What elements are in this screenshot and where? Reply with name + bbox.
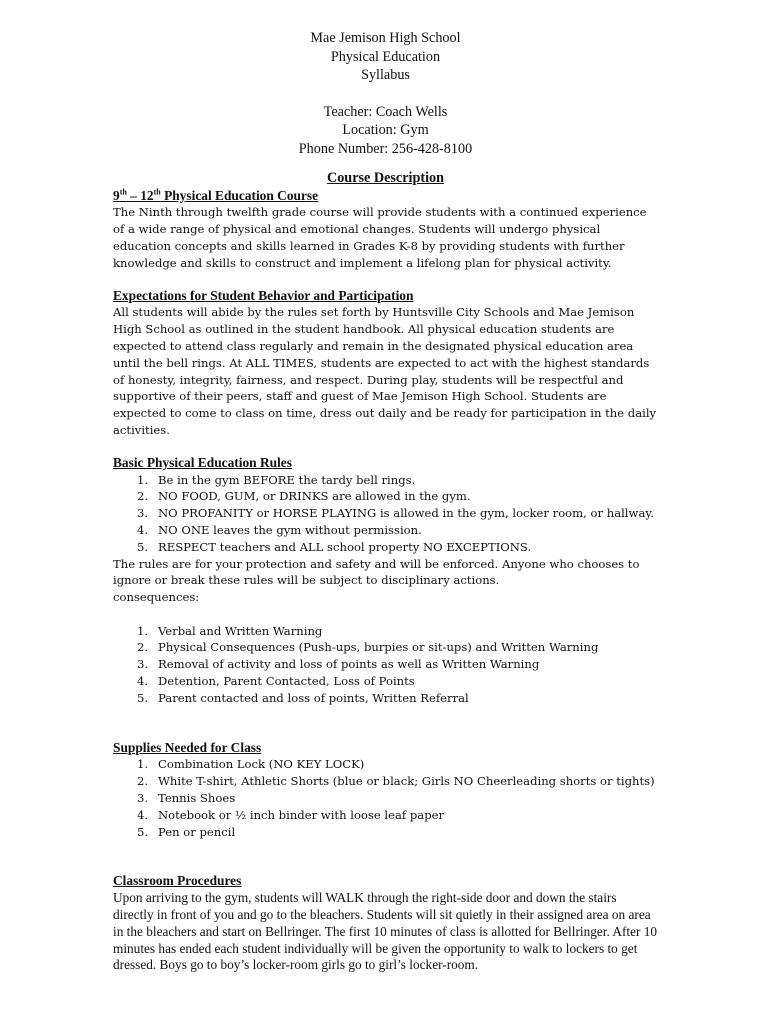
list-item: 1. Verbal and Written Warning [137,623,323,638]
list-item: 4. NO ONE leaves the gym without permission. [137,522,422,537]
rules-enforcement-text: The rules are for your protection and safety and will be enforced. Anyone who chooses to ignore or break these rules will be subject to disciplinary actions. [113,556,640,588]
course-description-body: The Ninth through twelfth grade course will provide students with a continued experience of a wide range of physical and emotional changes. Students will undergo physical education concepts and skills learned in Grades K-8 by providing students with further knowledge and skills to construct and implement a lifelong plan for physical activity. [113,205,647,270]
list-item: 4. Notebook or ½ inch binder with loose leaf paper [137,807,445,822]
list-item: 1. Be in the gym BEFORE the tardy bell rings. [137,472,416,487]
expectations-body: All students will abide by the rules set forth by Huntsville City Schools and Mae Jemison High School as outlined in the student handbook. All physical education students are expected to attend class regularly and remain in the designated physical education area until the bell rings. At ALL TIMES, students are expected to act with the highest standards of honesty, integrity, fairness, and respect. During play, students will be respectful and supportive of their peers, staff and guest of Mae Jemison High School. Students are expected to come to class on time, dress out daily and be ready for participation in the daily activities. [113,305,657,437]
list-item: 5. Pen or pencil [137,824,236,839]
consequences-label: consequences: [113,590,200,605]
subject-name: Physical Education [330,48,441,65]
course-description-heading: Course Description [326,169,445,186]
course-subheading: 9th – 12th Physical Education Course [113,187,319,203]
rules-heading: Basic Physical Education Rules [113,454,292,470]
teacher-line: Teacher: Coach Wells [323,103,448,120]
school-name: Mae Jemison High School [310,30,461,46]
syllabus-page [113,29,658,974]
list-item: 2. Physical Consequences (Push-ups, burpies or sit-ups) and Written Warning [137,640,599,655]
phone-line: Phone Number: 256-428-8100 [298,140,473,157]
supplies-heading: Supplies Needed for Class [113,739,262,755]
expectations-heading: Expectations for Student Behavior and Participation [113,287,414,303]
list-item: 3. Removal of activity and loss of points as well as Written Warning [137,657,540,672]
supplies-list [113,756,658,840]
list-item: 3. Tennis Shoes [137,791,236,806]
procedures-heading: Classroom Procedures [113,873,242,889]
list-item: 5. RESPECT teachers and ALL school property NO EXCEPTIONS. [137,539,532,554]
list-item: 1. Combination Lock (NO KEY LOCK) [137,757,365,772]
document-type: Syllabus [361,67,410,84]
procedures-body: Upon arriving to the gym, students will WALK through the right-side door and down the stairs directly in front of you and go to the bleachers. Students will sit quietly in their assigned area on area in the bleachers and start on Bellringer. The first 10 minutes of class is allotted for Bellringer. After 10 minutes has ended each student individually will be given the opportunity to walk to lockers to get dressed. Boys go to boy’s locker-room girls go to girl’s locker-room. [113,890,658,973]
document-header [113,29,658,159]
consequences-list [113,623,658,707]
location-line: Location: Gym [342,122,429,139]
list-item: 2. NO FOOD, GUM, or DRINKS are allowed in the gym. [137,489,471,504]
list-item: 4. Detention, Parent Contacted, Loss of Points [137,674,415,689]
rules-list [113,472,658,556]
list-item: 3. NO PROFANITY or HORSE PLAYING is allowed in the gym, locker room, or hallway. [137,506,655,521]
list-item: 5. Parent contacted and loss of points, Written Referral [137,690,469,705]
list-item: 2. White T-shirt, Athletic Shorts (blue or black; Girls NO Cheerleading shorts or tights) [137,774,655,789]
